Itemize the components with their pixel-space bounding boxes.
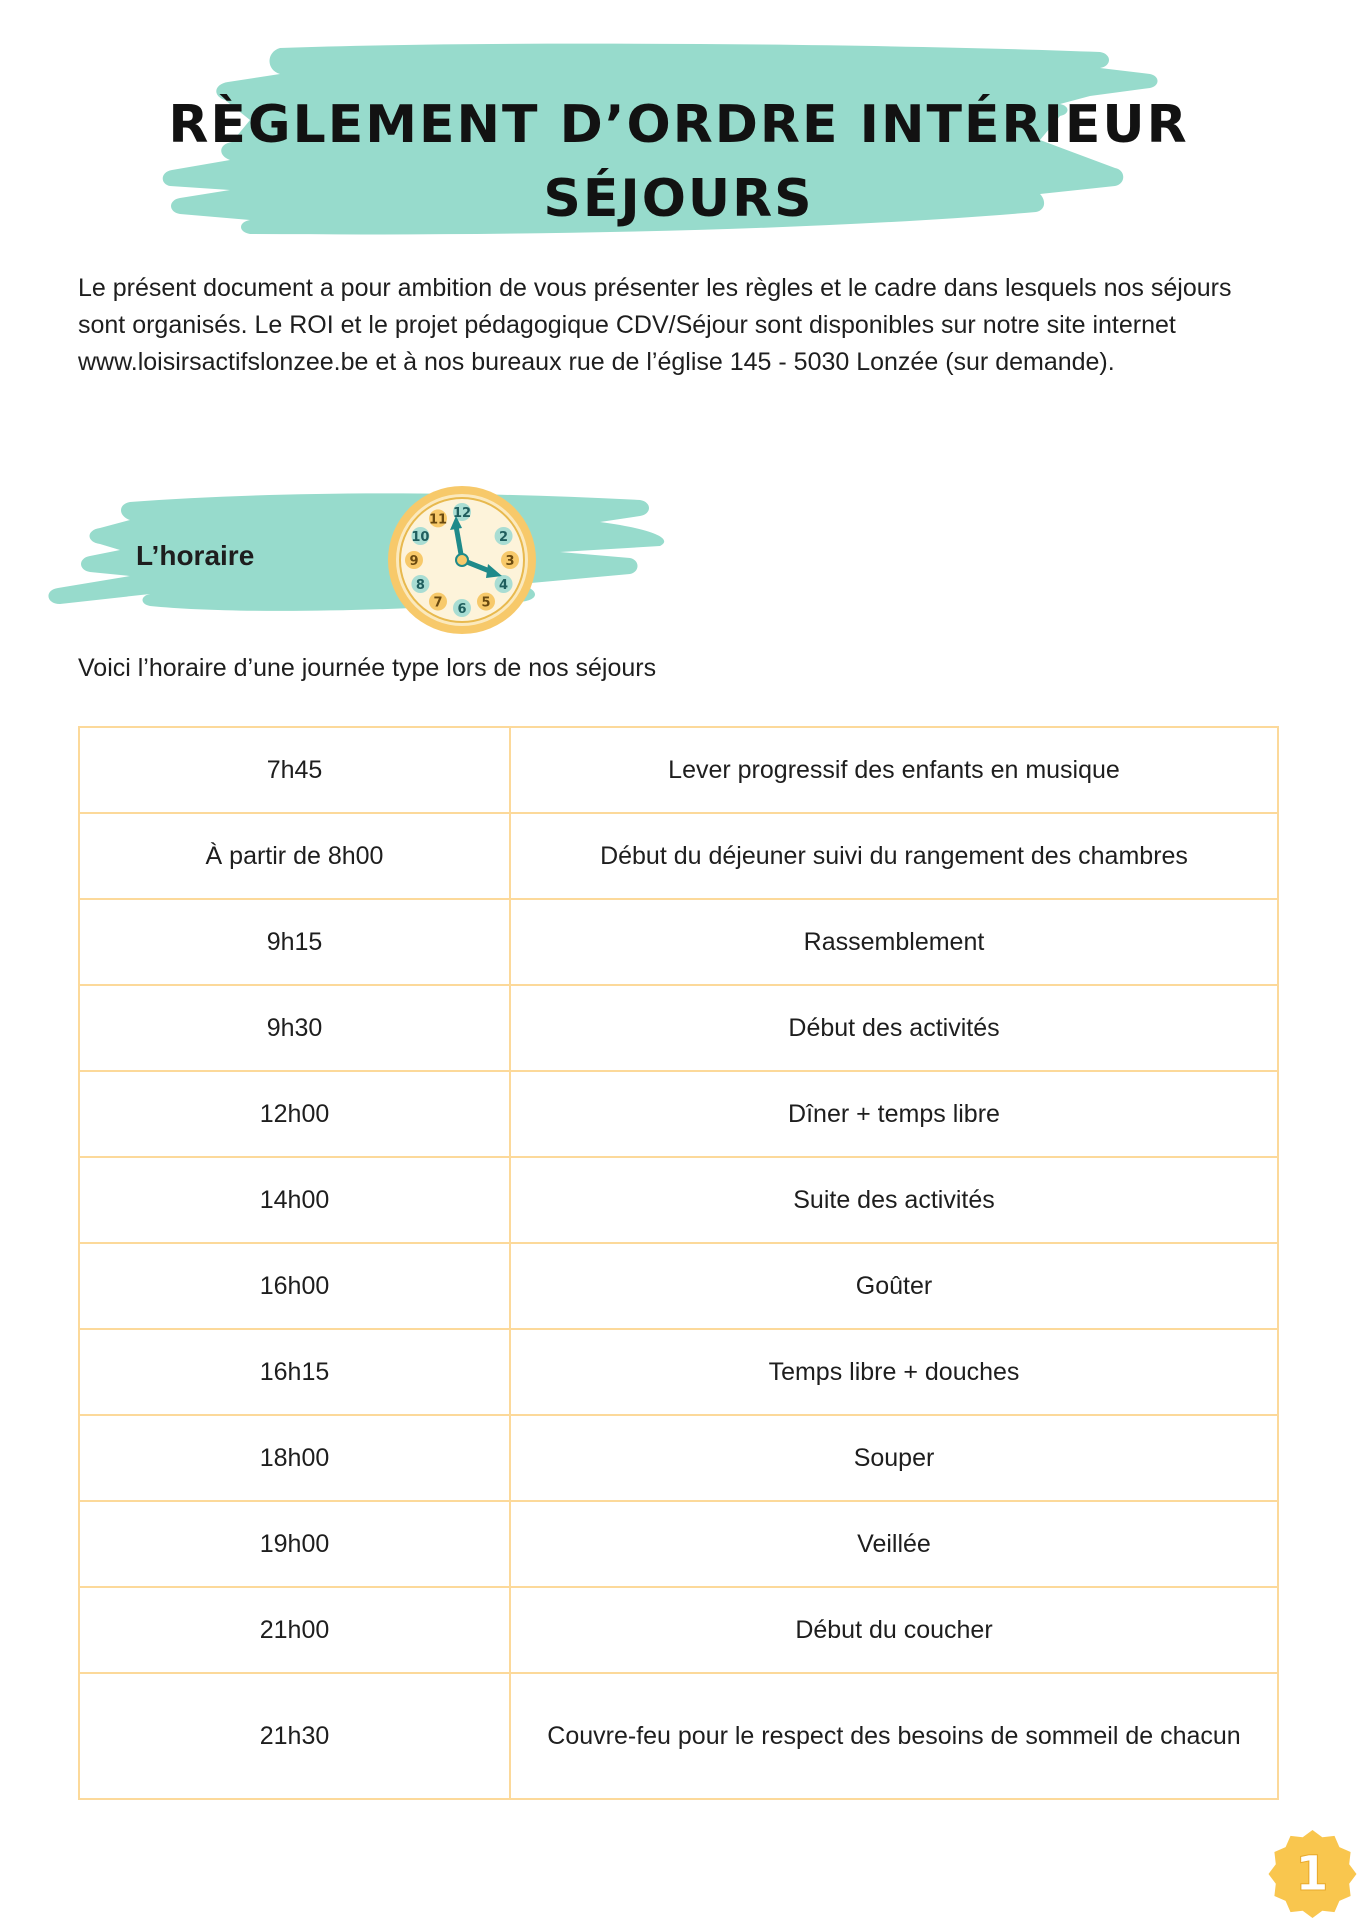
page-title-line-2: SÉJOURS xyxy=(543,169,814,229)
page-title-line-1: RÈGLEMENT D’ORDRE INTÉRIEUR xyxy=(168,95,1189,155)
clock-number: 9 xyxy=(409,554,419,569)
table-row xyxy=(79,1329,1278,1415)
table-row xyxy=(79,727,1278,813)
schedule-time: 14h00 xyxy=(79,1157,510,1243)
clock-number: 4 xyxy=(499,578,509,593)
schedule-time: 21h30 xyxy=(79,1673,510,1799)
schedule-time: 16h00 xyxy=(79,1243,510,1329)
schedule-activity: Début du coucher xyxy=(510,1587,1278,1673)
schedule-activity: Rassemblement xyxy=(510,899,1278,985)
clock-icon xyxy=(384,482,540,638)
clock-number: 11 xyxy=(428,512,448,528)
table-row xyxy=(79,1157,1278,1243)
schedule-activity: Souper xyxy=(510,1415,1278,1501)
clock-number: 6 xyxy=(457,602,467,617)
schedule-activity: Début du déjeuner suivi du rangement des chambres xyxy=(510,813,1278,899)
table-row xyxy=(79,1587,1278,1673)
schedule-time: 21h00 xyxy=(79,1587,510,1673)
schedule-time: 9h30 xyxy=(79,985,510,1071)
table-row xyxy=(79,985,1278,1071)
intro-paragraph: Le présent document a pour ambition de vous présenter les règles et le cadre dans lesquels nos séjours sont organisés. Le ROI et le projet pédagogique CDV/Séjour sont disponibles sur notre site internet www.loisirsactifslonzee.be et à nos bureaux rue de l’église 145 - 5030 Lonzée (sur demande). xyxy=(78,274,1232,376)
schedule-activity: Temps libre + douches xyxy=(510,1329,1278,1415)
schedule-time: 19h00 xyxy=(79,1501,510,1587)
table-row xyxy=(79,899,1278,985)
table-row xyxy=(79,1673,1278,1799)
schedule-activity: Couvre-feu pour le respect des besoins de sommeil de chacun xyxy=(510,1673,1278,1799)
schedule-activity: Début des activités xyxy=(510,985,1278,1071)
schedule-activity: Lever progressif des enfants en musique xyxy=(510,727,1278,813)
table-row xyxy=(79,1415,1278,1501)
schedule-intro: Voici l’horaire d’une journée type lors de nos séjours xyxy=(78,654,657,682)
schedule-activity: Veillée xyxy=(510,1501,1278,1587)
table-row xyxy=(79,1071,1278,1157)
schedule-table xyxy=(78,726,1279,1800)
clock-number: 8 xyxy=(415,578,425,593)
clock-number: 5 xyxy=(481,595,491,611)
section-brush-stroke xyxy=(0,0,700,640)
schedule-time: 12h00 xyxy=(79,1071,510,1157)
clock-number: 3 xyxy=(505,554,515,569)
clock-number: 12 xyxy=(452,506,472,521)
schedule-activity: Suite des activités xyxy=(510,1157,1278,1243)
page-number: 1 xyxy=(1295,1846,1329,1902)
page-number-badge xyxy=(1268,1828,1357,1920)
schedule-time: 16h15 xyxy=(79,1329,510,1415)
schedule-time: À partir de 8h00 xyxy=(79,813,510,899)
table-row xyxy=(79,1501,1278,1587)
schedule-time: 7h45 xyxy=(79,727,510,813)
clock-number: 10 xyxy=(411,530,430,545)
table-row xyxy=(79,813,1278,899)
schedule-activity: Dîner + temps libre xyxy=(510,1071,1278,1157)
table-row xyxy=(79,1243,1278,1329)
schedule-activity: Goûter xyxy=(510,1243,1278,1329)
clock-number: 7 xyxy=(433,595,443,611)
schedule-time: 18h00 xyxy=(79,1415,510,1501)
section-heading-horaire: L’horaire xyxy=(136,540,255,571)
schedule-time: 9h15 xyxy=(79,899,510,985)
clock-number: 2 xyxy=(499,530,509,545)
